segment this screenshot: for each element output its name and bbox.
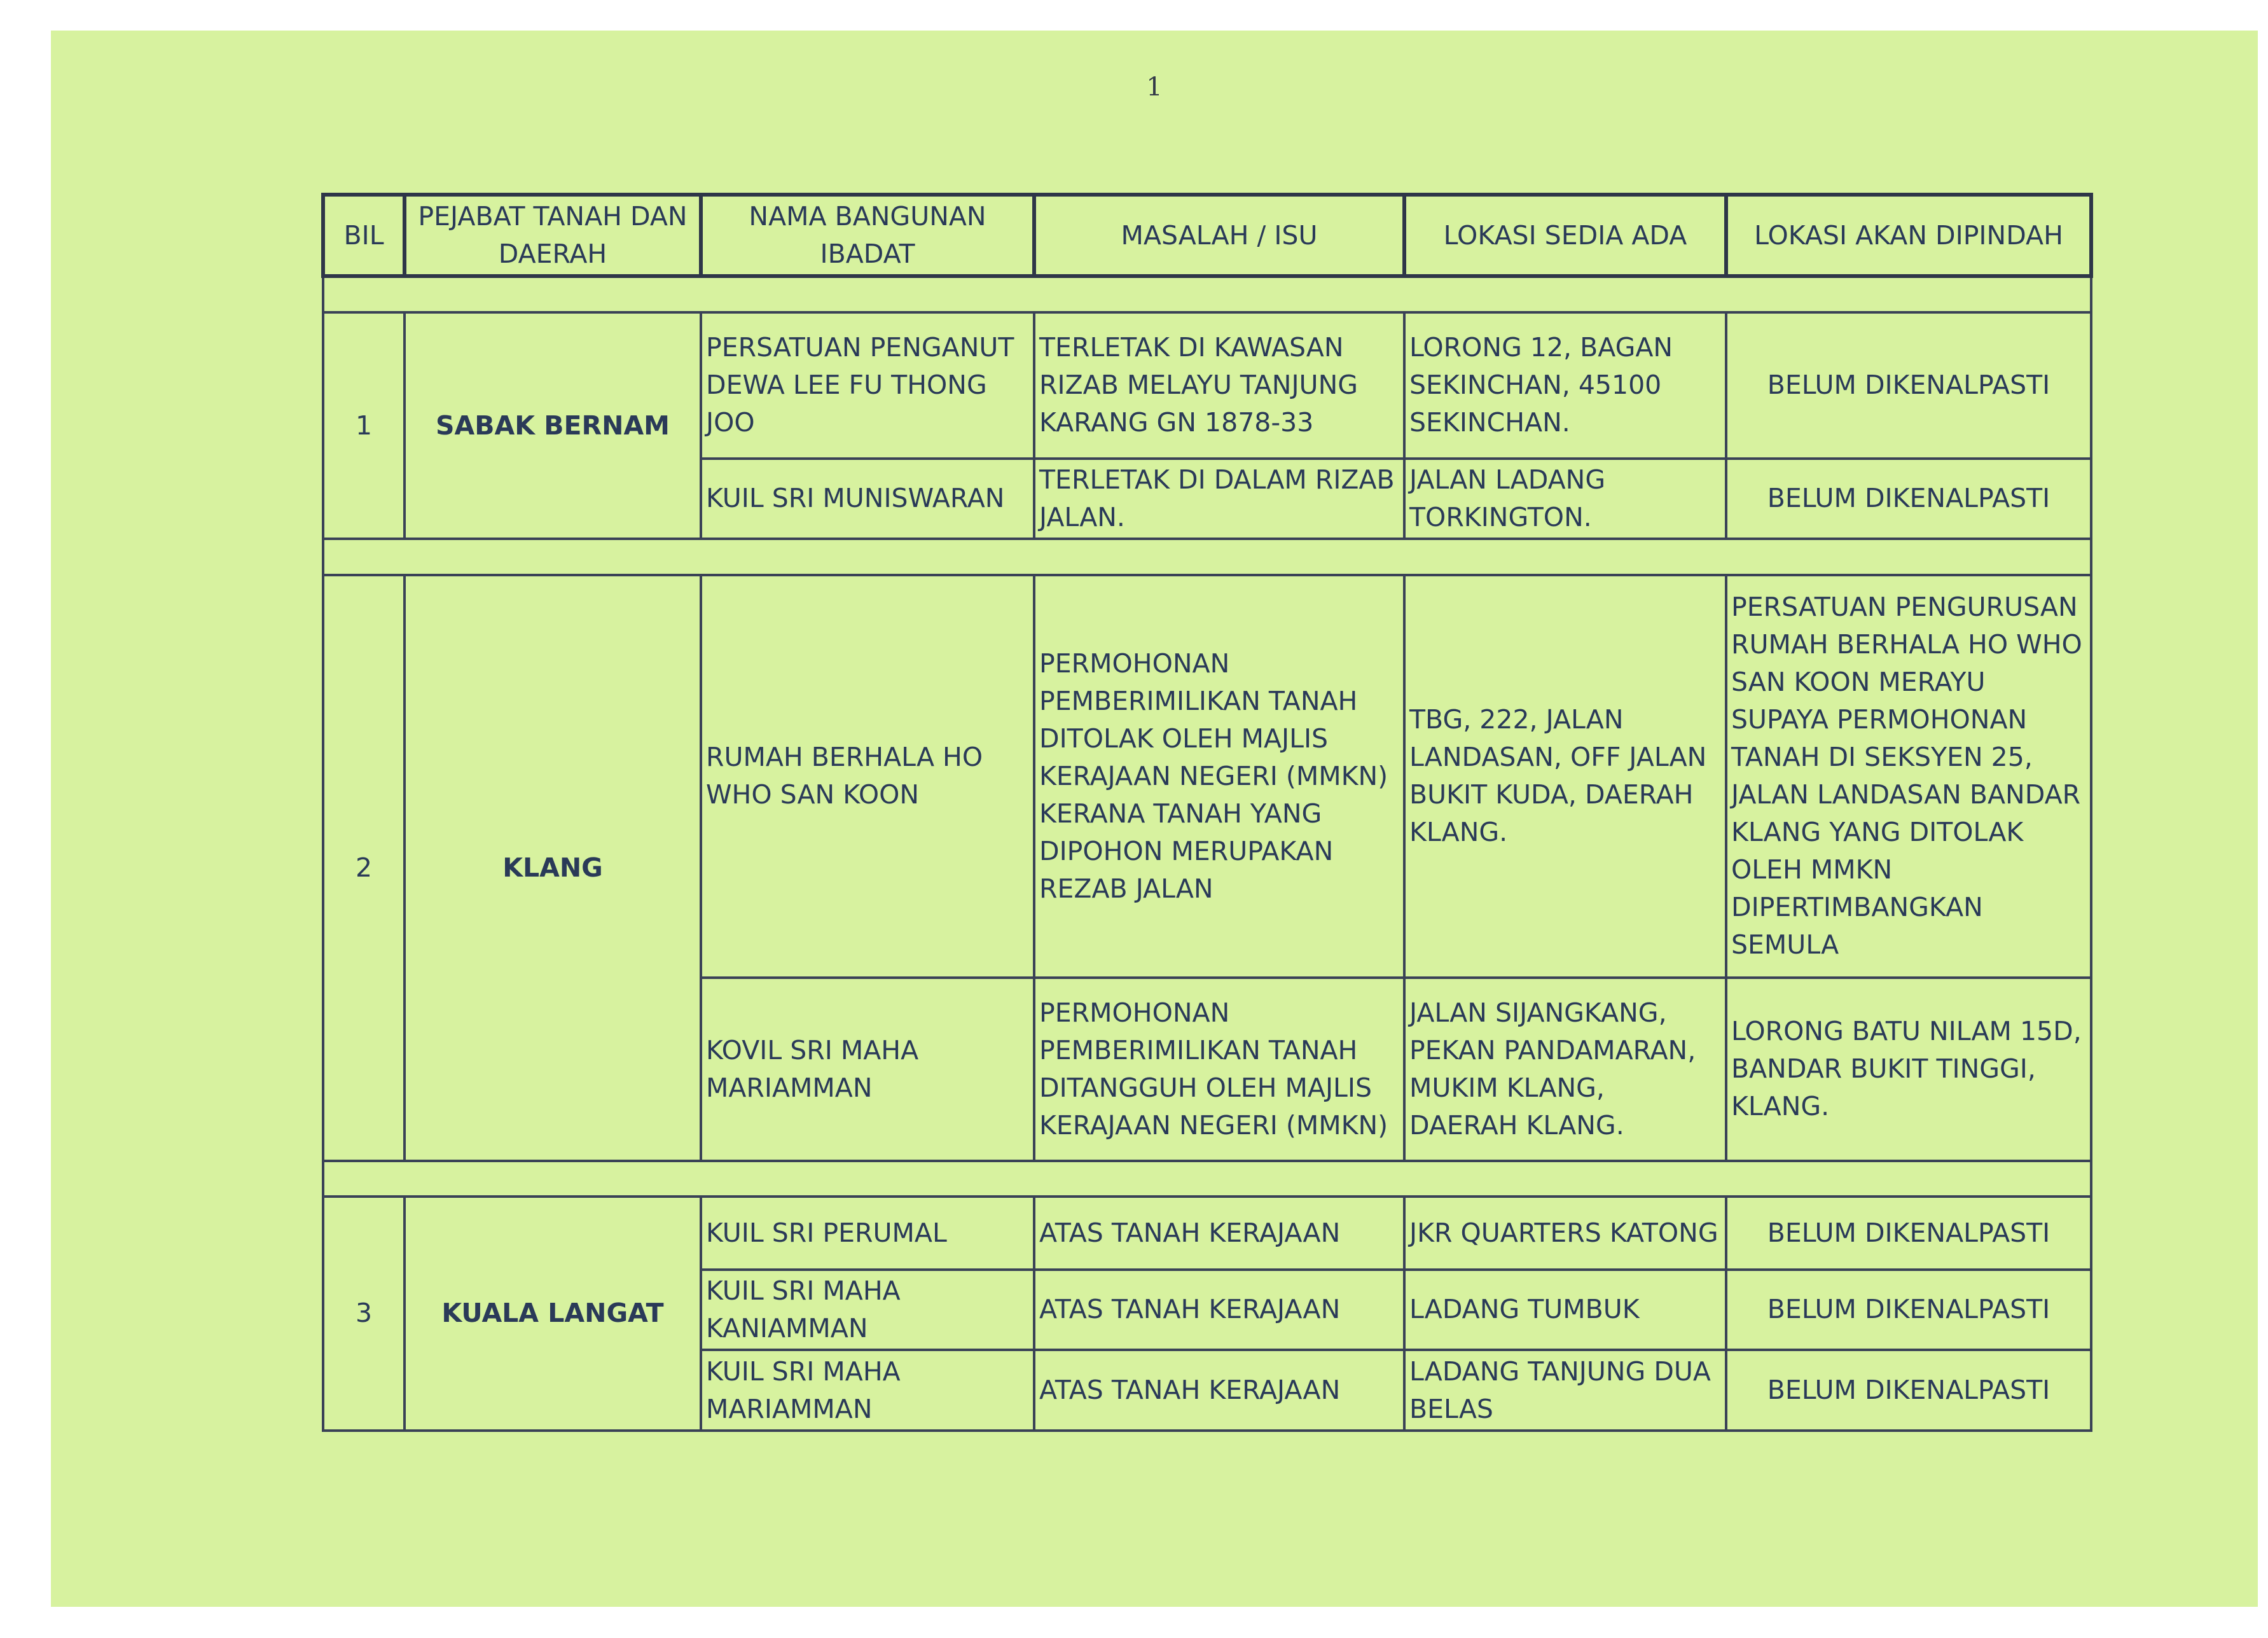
header-lokasi-sedia: LOKASI SEDIA ADA [1404, 195, 1726, 276]
current-location: TBG, 222, JALAN LANDASAN, OFF JALAN BUKIT KUDA, DAERAH KLANG. [1404, 575, 1726, 978]
district-name: KUALA LANGAT [405, 1197, 701, 1431]
district-name: KLANG [405, 575, 701, 1161]
table-row [323, 575, 2091, 978]
issue-text: PERMOHONAN PEMBERIMILIKAN TANAH DITANGGUH OLEH MAJLIS KERAJAAN NEGERI (MMKN) [1034, 978, 1404, 1161]
new-location: LORONG BATU NILAM 15D, BANDAR BUKIT TINGGI, KLANG. [1726, 978, 2091, 1161]
table-header-row [323, 195, 2091, 276]
header-bil: BIL [323, 195, 405, 276]
religious-buildings-table [321, 193, 2093, 1432]
current-location: LORONG 12, BAGAN SEKINCHAN, 45100 SEKINCHAN. [1404, 312, 1726, 458]
document-page [51, 31, 2258, 1607]
spacer-row [323, 276, 2091, 312]
building-name: KUIL SRI MAHA KANIAMMAN [701, 1270, 1034, 1350]
new-location: BELUM DIKENALPASTI [1726, 1350, 2091, 1431]
district-name: SABAK BERNAM [405, 312, 701, 539]
current-location: JKR QUARTERS KATONG [1404, 1197, 1726, 1270]
spacer-row [323, 1161, 2091, 1197]
header-nama: NAMA BANGUNAN IBADAT [701, 195, 1034, 276]
header-lokasi-dipindah: LOKASI AKAN DIPINDAH [1726, 195, 2091, 276]
issue-text: PERMOHONAN PEMBERIMILIKAN TANAH DITOLAK OLEH MAJLIS KERAJAAN NEGERI (MMKN) KERANA TANAH YANG DIPOHON MERUPAKAN REZAB JALAN [1034, 575, 1404, 978]
page-number: 1 [1146, 73, 1163, 102]
row-number: 2 [323, 575, 405, 1161]
building-name: KUIL SRI PERUMAL [701, 1197, 1034, 1270]
new-location: PERSATUAN PENGURUSAN RUMAH BERHALA HO WHO SAN KOON MERAYU SUPAYA PERMOHONAN TANAH DI SEKSYEN 25, JALAN LANDASAN BANDAR KLANG YANG DITOLAK OLEH MMKN DIPERTIMBANGKAN SEMULA [1726, 575, 2091, 978]
building-name: RUMAH BERHALA HO WHO SAN KOON [701, 575, 1034, 978]
new-location: BELUM DIKENALPASTI [1726, 1197, 2091, 1270]
issue-text: TERLETAK DI DALAM RIZAB JALAN. [1034, 459, 1404, 539]
current-location: JALAN SIJANGKANG, PEKAN PANDAMARAN, MUKIM KLANG, DAERAH KLANG. [1404, 978, 1726, 1161]
issue-text: ATAS TANAH KERAJAAN [1034, 1197, 1404, 1270]
table-row [323, 312, 2091, 458]
issue-text: ATAS TANAH KERAJAAN [1034, 1270, 1404, 1350]
current-location: JALAN LADANG TORKINGTON. [1404, 459, 1726, 539]
new-location: BELUM DIKENALPASTI [1726, 459, 2091, 539]
issue-text: TERLETAK DI KAWASAN RIZAB MELAYU TANJUNG KARANG GN 1878-33 [1034, 312, 1404, 458]
issue-text: ATAS TANAH KERAJAAN [1034, 1350, 1404, 1431]
building-name: KUIL SRI MUNISWARAN [701, 459, 1034, 539]
header-pejabat: PEJABAT TANAH DAN DAERAH [405, 195, 701, 276]
building-name: KOVIL SRI MAHA MARIAMMAN [701, 978, 1034, 1161]
new-location: BELUM DIKENALPASTI [1726, 312, 2091, 458]
current-location: LADANG TANJUNG DUA BELAS [1404, 1350, 1726, 1431]
row-number: 1 [323, 312, 405, 539]
building-name: KUIL SRI MAHA MARIAMMAN [701, 1350, 1034, 1431]
building-name: PERSATUAN PENGANUT DEWA LEE FU THONG JOO [701, 312, 1034, 458]
row-number: 3 [323, 1197, 405, 1431]
current-location: LADANG TUMBUK [1404, 1270, 1726, 1350]
header-masalah: MASALAH / ISU [1034, 195, 1404, 276]
new-location: BELUM DIKENALPASTI [1726, 1270, 2091, 1350]
spacer-row [323, 539, 2091, 574]
table-row [323, 1197, 2091, 1270]
